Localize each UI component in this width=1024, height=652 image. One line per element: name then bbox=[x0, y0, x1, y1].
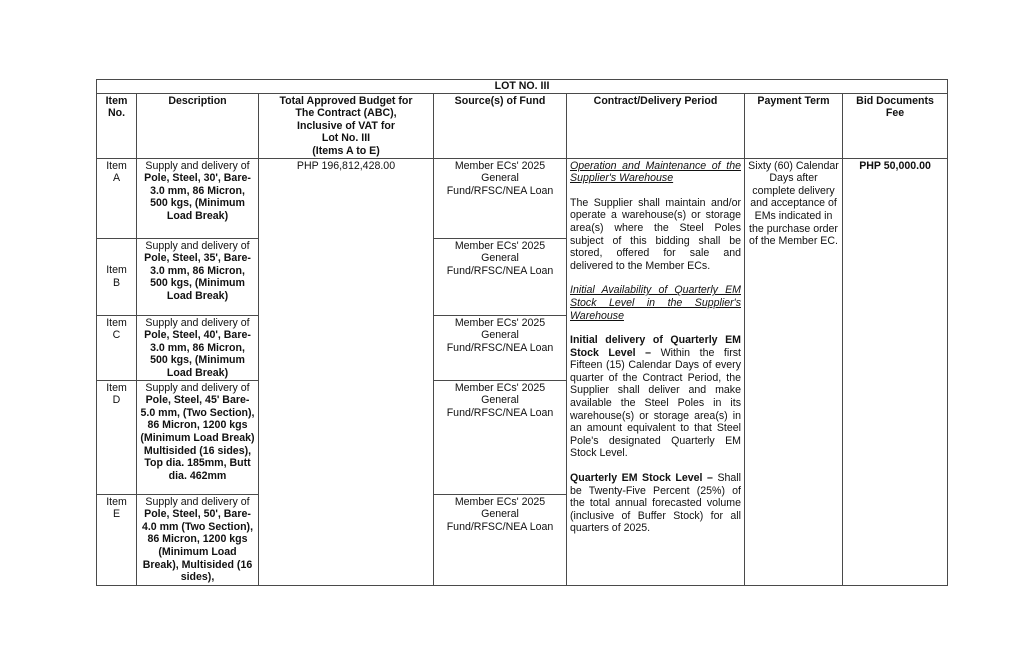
source-line: Member ECs' 2025 bbox=[454, 381, 546, 394]
delivery-paragraph: The Supplier shall maintain and/or operate a warehouse(s) or storage area(s) where the Steel Poles subject of this bidding shall be stored, offered for sale and delivered to the Member ECs. bbox=[570, 196, 741, 272]
source-line: Fund/RFSC/NEA Loan bbox=[446, 264, 554, 277]
item-no-cell bbox=[97, 315, 137, 380]
description-lead: Supply and delivery of bbox=[145, 495, 250, 508]
description-spec: Pole, Steel, 30', Bare-3.0 mm, 86 Micron, 500 kgs, (Minimum Load Break) bbox=[144, 172, 251, 222]
source-line: General bbox=[481, 172, 519, 185]
header-abc-line: The Contract (ABC), bbox=[295, 107, 397, 120]
delivery-heading-warehouse: Operation and Maintenance of the Supplier's Warehouse bbox=[570, 159, 741, 185]
source-line: Member ECs' 2025 bbox=[454, 159, 546, 172]
item-no-cell bbox=[97, 238, 137, 315]
source-cell bbox=[434, 238, 567, 315]
header-abc-line: Lot No. III bbox=[321, 132, 371, 145]
description-lead: Supply and delivery of bbox=[145, 316, 250, 329]
payment-term-text: Sixty (60) Calendar Days after complete delivery and acceptance of EMs indicated in the purchase order of the Member EC. bbox=[748, 159, 839, 248]
lot-title-row bbox=[97, 80, 948, 94]
source-cell bbox=[434, 494, 567, 585]
abc-value: PHP 196,812,428.00 bbox=[296, 159, 396, 172]
delivery-paragraph: Shall be Twenty-Five Percent (25%) of the total annual forecasted volume (inclusive of Buffer Stock) for all quarters of 2025. bbox=[570, 472, 741, 535]
description-cell bbox=[137, 238, 259, 315]
description-spec: Pole, Steel, 40', Bare-3.0 mm, 86 Micron, 500 kgs, (Minimum Load Break) bbox=[144, 329, 251, 379]
header-bid-fee: Bid Documents Fee bbox=[843, 93, 948, 158]
header-abc-line: (Items A to E) bbox=[312, 144, 380, 157]
description-cell bbox=[137, 315, 259, 380]
description-cell bbox=[137, 494, 259, 585]
item-label: Item bbox=[106, 159, 127, 172]
item-letter: B bbox=[112, 277, 121, 290]
source-line: Member ECs' 2025 bbox=[454, 316, 546, 329]
source-cell bbox=[434, 380, 567, 494]
header-payment-term: Payment Term bbox=[745, 93, 843, 158]
header-abc-line: Inclusive of VAT for bbox=[297, 119, 395, 132]
header-delivery-period: Contract/Delivery Period bbox=[567, 93, 745, 158]
item-letter: A bbox=[112, 172, 121, 185]
header-abc bbox=[259, 93, 434, 158]
item-letter: C bbox=[112, 329, 121, 342]
source-line: Fund/RFSC/NEA Loan bbox=[446, 520, 554, 533]
header-description: Description bbox=[137, 93, 259, 158]
delivery-heading-initial-availability: Initial Availability of Quarterly EM Stock Level in the Supplier's Warehouse bbox=[570, 284, 741, 322]
table-row bbox=[97, 158, 948, 238]
source-line: Member ECs' 2025 bbox=[454, 495, 546, 508]
item-label: Item bbox=[106, 264, 127, 277]
header-abc-line: Total Approved Budget for bbox=[279, 94, 413, 107]
delivery-period-cell bbox=[567, 158, 745, 585]
delivery-paragraph: Within the first Fifteen (15) Calendar Days of every quarter of the Contract Period, the Supplier shall deliver and make available the Steel Poles in its warehouse(s) or storage area(s) in an amount equivalent to that Steel Pole's designated Quarterly EM Stock Level. bbox=[570, 346, 742, 460]
payment-term-cell bbox=[745, 158, 843, 585]
description-cell bbox=[137, 380, 259, 494]
description-lead: Supply and delivery of bbox=[145, 381, 250, 394]
item-no-cell bbox=[97, 494, 137, 585]
source-cell bbox=[434, 315, 567, 380]
item-no-cell bbox=[97, 380, 137, 494]
item-label: Item bbox=[106, 381, 127, 394]
bid-fee-cell bbox=[843, 158, 948, 585]
header-row bbox=[97, 93, 948, 158]
header-source-of-fund: Source(s) of Fund bbox=[434, 93, 567, 158]
source-line: Member ECs' 2025 bbox=[454, 239, 546, 252]
source-line: General bbox=[481, 329, 519, 342]
source-line: Fund/RFSC/NEA Loan bbox=[446, 184, 554, 197]
description-lead: Supply and delivery of bbox=[145, 159, 250, 172]
abc-value-cell bbox=[259, 158, 434, 585]
source-line: General bbox=[481, 394, 519, 407]
bid-fee-value: PHP 50,000.00 bbox=[859, 159, 931, 172]
lot-table bbox=[96, 79, 948, 586]
item-letter: D bbox=[112, 394, 121, 407]
item-no-cell bbox=[97, 158, 137, 238]
description-spec: Pole, Steel, 35', Bare-3.0 mm, 86 Micron, 500 kgs, (Minimum Load Break) bbox=[144, 252, 251, 302]
header-item-no: Item No. bbox=[97, 93, 137, 158]
source-cell bbox=[434, 158, 567, 238]
description-cell bbox=[137, 158, 259, 238]
source-line: Fund/RFSC/NEA Loan bbox=[446, 406, 554, 419]
description-spec: Pole, Steel, 45' Bare-5.0 mm, (Two Section), 86 Micron, 1200 kgs (Minimum Load Break) Multisided (16 sides), Top dia. 185mm, Butt dia. 462mm bbox=[140, 394, 255, 482]
source-line: General bbox=[481, 252, 519, 265]
item-letter: E bbox=[112, 508, 121, 521]
item-label: Item bbox=[106, 495, 127, 508]
delivery-bold-lead: Quarterly EM Stock Level – bbox=[570, 472, 713, 485]
item-label: Item bbox=[106, 316, 127, 329]
delivery-bold-lead: Initial delivery of Quarterly EM Stock Level – bbox=[570, 334, 741, 359]
source-line: Fund/RFSC/NEA Loan bbox=[446, 341, 554, 354]
description-spec: Pole, Steel, 50', Bare-4.0 mm (Two Section), 86 Micron, 1200 kgs (Minimum Load Break), Multisided (16 sides), bbox=[141, 508, 254, 584]
source-line: General bbox=[481, 508, 519, 521]
description-lead: Supply and delivery of bbox=[145, 239, 250, 252]
lot-title: LOT NO. III bbox=[97, 80, 948, 94]
